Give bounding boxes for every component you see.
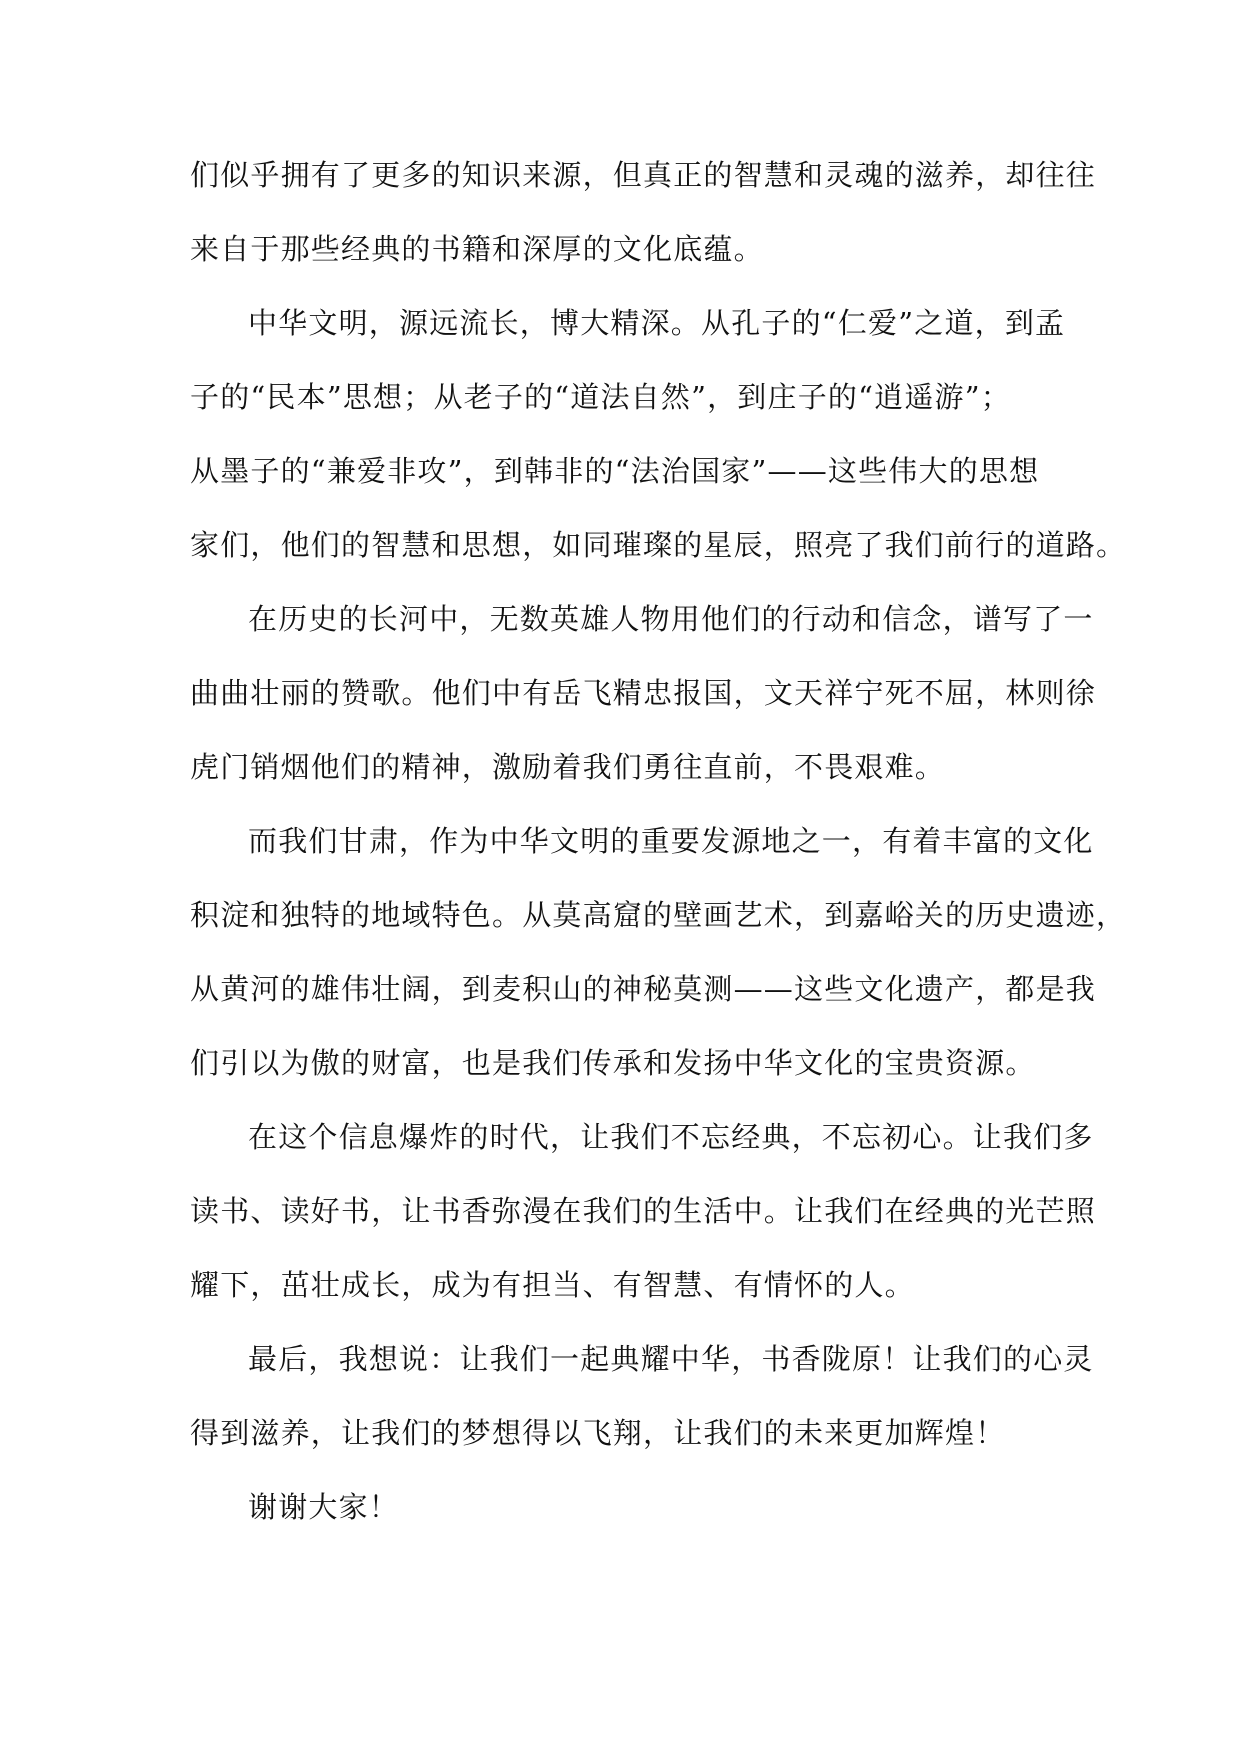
text-line: 从黄河的雄伟壮阔，到麦积山的神秘莫测——这些文化遗产，都是我 — [190, 972, 1097, 1006]
text-line: 在这个信息爆炸的时代，让我们不忘经典，不忘初心。让我们多 — [248, 1120, 1094, 1154]
closing-line: 谢谢大家！ — [248, 1490, 400, 1524]
text-line: 积淀和独特的地域特色。从莫高窟的壁画艺术，到嘉峪关的历史遗迹， — [190, 898, 1127, 932]
text-line: 最后，我想说：让我们一起典耀中华，书香陇原！让我们的心灵 — [248, 1342, 1094, 1376]
text-line: 曲曲壮丽的赞歌。他们中有岳飞精忠报国，文天祥宁死不屈，林则徐 — [190, 676, 1097, 710]
text-line: 家们，他们的智慧和思想，如同璀璨的星辰，照亮了我们前行的道路。 — [190, 528, 1127, 562]
text-line: 读书、读好书，让书香弥漫在我们的生活中。让我们在经典的光芒照 — [190, 1194, 1097, 1228]
text-line: 们似乎拥有了更多的知识来源，但真正的智慧和灵魂的滋养，却往往 — [190, 158, 1097, 192]
text-line: 从墨子的“兼爱非攻”，到韩非的“法治国家”——这些伟大的思想 — [190, 454, 1040, 488]
text-line: 在历史的长河中，无数英雄人物用他们的行动和信念，谱写了一 — [248, 602, 1094, 636]
text-line: 中华文明，源远流长，博大精深。从孔子的“仁爱”之道，到孟 — [248, 306, 1066, 340]
speech-text — [190, 138, 1127, 1544]
text-line: 耀下，茁壮成长，成为有担当、有智慧、有情怀的人。 — [190, 1268, 915, 1302]
text-line: 来自于那些经典的书籍和深厚的文化底蕴。 — [190, 232, 764, 266]
text-line: 子的“民本”思想；从老子的“道法自然”，到庄子的“逍遥游”； — [190, 380, 1011, 414]
text-line: 而我们甘肃，作为中华文明的重要发源地之一，有着丰富的文化 — [248, 824, 1094, 858]
text-line: 虎门销烟他们的精神，激励着我们勇往直前，不畏艰难。 — [190, 750, 946, 784]
text-line: 们引以为傲的财富，也是我们传承和发扬中华文化的宝贵资源。 — [190, 1046, 1036, 1080]
text-line: 得到滋养，让我们的梦想得以飞翔，让我们的未来更加辉煌！ — [190, 1416, 1006, 1450]
